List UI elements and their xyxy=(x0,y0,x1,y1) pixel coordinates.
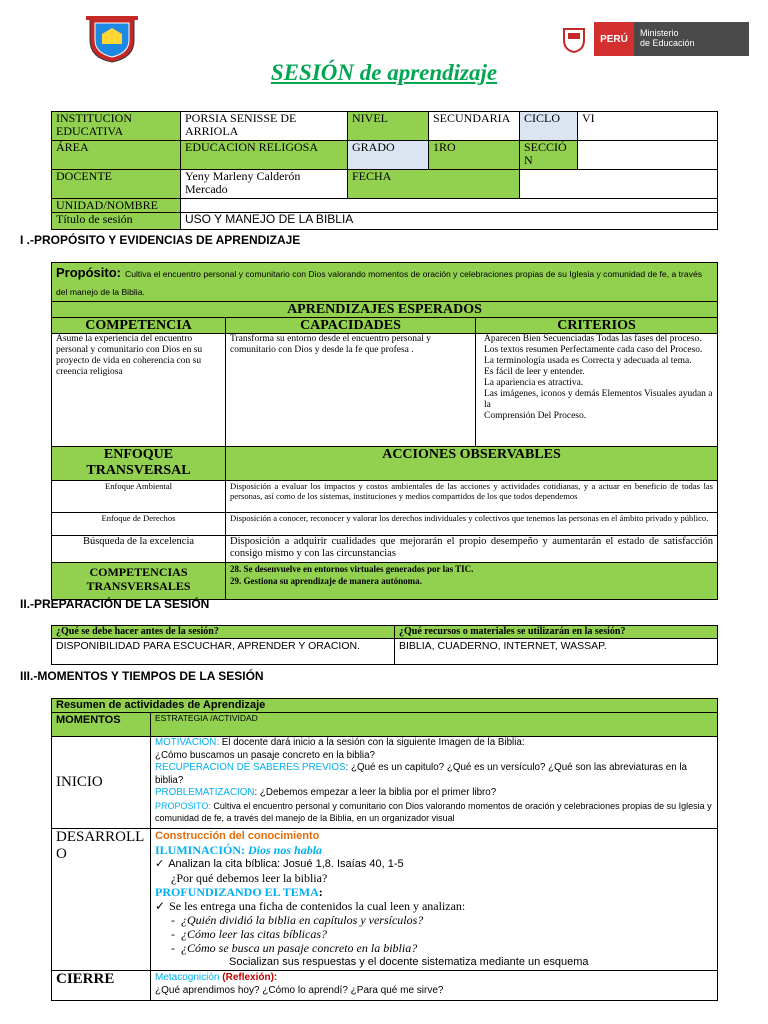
momentos-table xyxy=(51,698,718,1001)
ficha-text: Se les entrega una ficha de contenidos la cual leen y analizan: xyxy=(169,899,466,913)
motivacion-text: El docente dará inicio a la sesión con la siguiente Imagen de la Biblia: xyxy=(219,737,525,748)
fecha-value xyxy=(520,170,718,199)
list-item: Las imágenes, iconos y demás Elementos Visuales ayudan a la xyxy=(484,389,713,410)
inicio-content xyxy=(151,737,718,829)
list-item: ¿Cómo se busca un pasaje concreto en la biblia? xyxy=(181,941,418,955)
seccion-label: SECCIÓN xyxy=(520,141,578,170)
cierre-content xyxy=(151,971,718,1001)
proposito-row xyxy=(52,263,718,302)
enfoque-text: Disposición a conocer, reconocer y valorar los derechos individuales y colectivos que tenemos las personas en el ámbito privado y público. xyxy=(226,513,718,536)
desarrollo-content: Construcción del conocimiento ILUMINACIÓN: Dios nos habla ✓ Analizan la cita bíblica: Josué 1,8. Isaías 40, 1-5 ¿Por qué debemos leer la biblia? PROFUNDIZANDO EL TEMA: ✓ Se les entrega una ficha de contenidos la cual leen y analizan: - ¿Quién dividió la biblia en capítulos y versículos? - ¿Cómo leer las citas bíblicas? - ¿Cómo se busca un pasaje concreto en la biblia? Socializan sus respuestas y el docente sistematiza mediante un esquema xyxy=(151,829,718,971)
ministry-logo xyxy=(554,22,749,56)
section1-heading: I .-PROPÓSITO Y EVIDENCIAS DE APRENDIZAJE xyxy=(20,233,301,247)
list-item: Comprensión Del Proceso. xyxy=(484,411,587,421)
capacidades-text: Transforma su entorno desde el encuentro personal y comunitario con Dios y desde la fe que profesa . xyxy=(226,334,476,447)
section3-heading: III.-MOMENTOS Y TIEMPOS DE LA SESIÓN xyxy=(20,669,264,683)
grado-value: 1RO xyxy=(429,141,520,170)
recuperacion-label: RECUPERACION DE SABERES PREVIOS xyxy=(155,762,346,773)
competencia-text: Asume la experiencia del encuentro personal y comunitario con Dios en su proyecto de vida en coherencia con su creencia religiosa xyxy=(52,334,226,447)
nivel-label: NIVEL xyxy=(348,112,429,141)
list-item: 29. Gestiona su aprendizaje de manera autónoma. xyxy=(230,576,422,586)
aprendizajes-header: APRENDIZAJES ESPERADOS xyxy=(52,302,718,318)
list-item: Es fácil de leer y entender. xyxy=(484,367,585,377)
list-item: ¿Quién dividió la biblia en capítulos y versículos? xyxy=(181,913,424,927)
proposito-label: Propósito: xyxy=(56,265,121,280)
problematizacion-label: PROBLEMATIZACION xyxy=(155,787,255,798)
institucion-label: INSTITUCION EDUCATIVA xyxy=(52,112,181,141)
enfoque-text: Disposición a adquirir cualidades que mejorarán el propio desempeño y aumentarán el estado de satisfacción consigo mismo y con las circunstancias xyxy=(226,536,718,563)
enfoque-name: Búsqueda de la excelencia xyxy=(52,536,226,563)
analizan-text: Analizan la cita bíblica: Josué 1,8. Isaías 40, 1-5 xyxy=(168,858,404,870)
aprendizajes-table xyxy=(51,262,718,600)
preparacion-table xyxy=(51,625,718,665)
list-item: 28. Se desenvuelve en entornos virtuales generados por las TIC. xyxy=(230,564,474,574)
titulo-label: Título de sesión xyxy=(52,213,181,230)
dash-icon: - xyxy=(171,913,181,927)
area-label: ÁREA xyxy=(52,141,181,170)
desarrollo-label: DESARROLLO xyxy=(52,829,151,971)
area-value: EDUCACION RELIGOSA xyxy=(181,141,348,170)
institucion-value: PORSIA SENISSE DE ARRIOLA xyxy=(181,112,348,141)
criterios-header: CRITERIOS xyxy=(476,318,718,334)
list-item: La apariencia es atractiva. xyxy=(484,378,584,388)
enfoque-header: ENFOQUE TRANSVERSAL xyxy=(52,447,226,481)
profundizando-label: PROFUNDIZANDO EL TEMA xyxy=(155,885,319,899)
ciclo-label: CICLO xyxy=(520,112,578,141)
titulo-value: USO Y MANEJO DE LA BIBLIA xyxy=(181,213,718,230)
fecha-label: FECHA xyxy=(348,170,520,199)
criterios-list xyxy=(476,334,718,447)
unidad-value xyxy=(181,199,718,213)
socializan-text: Socializan sus respuestas y el docente sistematiza mediante un esquema xyxy=(229,956,589,968)
proposito-label-3: PROPOSITO: xyxy=(155,800,211,811)
proposito-text: Cultiva el encuentro personal y comunitario con Dios valorando momentos de oración y celebraciones propias de su Iglesia y comunidad de fe, a través del manejo de la Biblia. xyxy=(56,269,703,297)
list-item: La terminología usada es Correcta y adecuada al tema. xyxy=(484,356,692,366)
reflexion-label: (Reflexión): xyxy=(222,972,278,983)
motivacion-label: MOTIVACION: xyxy=(155,737,220,748)
school-logo xyxy=(84,14,140,64)
capacidades-header: CAPACIDADES xyxy=(226,318,476,334)
ciclo-value: VI xyxy=(578,112,718,141)
seccion-value xyxy=(578,141,718,170)
metacognicion-label: Metacognición xyxy=(155,972,223,983)
docente-value: Yeny Marleny Calderón Mercado xyxy=(181,170,348,199)
proposito-text-3: Cultiva el encuentro personal y comunitario con Dios valorando momentos de oración y celebraciones propias de su Iglesia y comunidad de fe, a través del manejo de la Biblia, en un organizador visual xyxy=(155,800,712,823)
info-table xyxy=(51,111,718,230)
recuperacion-text: : ¿Qué es un capitulo? ¿Qué es un versículo? ¿Qué son las abreviaturas en la biblia? xyxy=(155,762,687,786)
list-item: Los textos resumen Perfectamente cada caso del Proceso. xyxy=(484,345,703,355)
estrategia-header: ESTRATEGIA /ACTIVIDAD xyxy=(151,713,718,737)
peru-label: PERÚ xyxy=(594,22,634,56)
preparacion-q1: ¿Qué se debe hacer antes de la sesión? xyxy=(52,626,395,639)
preparacion-a2: BIBLIA, CUADERNO, INTERNET, WASSAP. xyxy=(395,639,718,665)
ministry-name: Ministerio de Educación xyxy=(634,22,749,56)
docente-label: DOCENTE xyxy=(52,170,181,199)
peru-shield-icon xyxy=(554,22,594,56)
comp-trans-header: COMPETENCIAS TRANSVERSALES xyxy=(52,563,226,600)
resumen-header: Resumen de actividades de Aprendizaje xyxy=(52,699,718,713)
enfoque-name: Enfoque de Derechos xyxy=(52,513,226,536)
nivel-value: SECUNDARIA xyxy=(429,112,520,141)
inicio-label: INICIO xyxy=(52,737,151,829)
problematizacion-text: : ¿Debemos empezar a leer la biblia por el primer libro? xyxy=(254,787,497,798)
unidad-label: UNIDAD/NOMBRE xyxy=(52,199,181,213)
preparacion-q2: ¿Qué recursos o materiales se utilizarán en la sesión? xyxy=(395,626,718,639)
list-item: ¿Cómo leer las citas bíblicas? xyxy=(181,927,327,941)
momentos-header: MOMENTOS xyxy=(52,713,151,737)
dash-icon: - xyxy=(171,927,181,941)
checkmark-icon: ✓ xyxy=(155,899,166,913)
enfoque-name: Enfoque Ambiental xyxy=(52,481,226,513)
iluminacion-label: ILUMINACIÓN: xyxy=(155,843,248,857)
por-que-text: ¿Por qué debemos leer la biblia? xyxy=(171,871,328,885)
motivacion-question: ¿Cómo buscamos un pasaje concreto en la biblia? xyxy=(155,749,376,761)
iluminacion-title: Dios nos habla xyxy=(248,843,323,857)
section2-heading: II.-PREPARACIÓN DE LA SESIÓN xyxy=(20,597,210,611)
cierre-label: CIERRE xyxy=(52,971,151,1001)
dash-icon: - xyxy=(171,941,181,955)
checkmark-icon: ✓ xyxy=(155,858,165,870)
list-item: Aparecen Bien Secuenciadas Todas las fases del proceso. xyxy=(484,334,702,344)
construccion-title: Construcción del conocimiento xyxy=(155,830,320,842)
metacognicion-text: ¿Qué aprendimos hoy? ¿Cómo lo aprendí? ¿Para qué me sirve? xyxy=(155,985,444,996)
competencia-header: COMPETENCIA xyxy=(52,318,226,334)
enfoque-text: Disposición a evaluar los impactos y costos ambientales de las acciones y actividades cotidianas, y a actuar en beneficio de todas las personas, así como de los sistemas, instituciones y medios compartidos de los que todos dependemos xyxy=(226,481,718,513)
acciones-header: ACCIONES OBSERVABLES xyxy=(226,447,718,481)
comp-trans-list xyxy=(226,563,718,600)
preparacion-a1: DISPONIBILIDAD PARA ESCUCHAR, APRENDER Y ORACION. xyxy=(52,639,395,665)
page-title: SESIÓN de aprendizaje xyxy=(270,60,498,85)
grado-label: GRADO xyxy=(348,141,429,170)
